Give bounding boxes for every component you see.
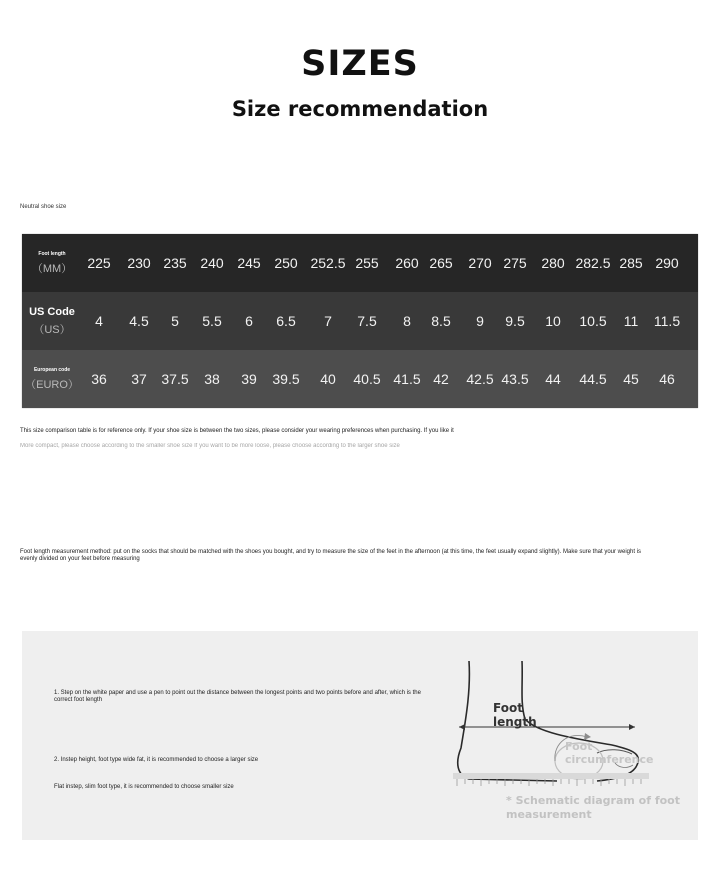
table-cell: 40.5 — [353, 371, 381, 387]
table-cell: 42 — [433, 371, 449, 387]
table-cell: 10.5 — [579, 313, 607, 329]
guide-step-3: Flat instep, slim foot type, it is recommended to choose smaller size — [54, 784, 234, 790]
row-label: US Code — [29, 305, 75, 318]
table-row-us-code — [22, 292, 698, 350]
table-cell: 6 — [245, 313, 253, 329]
table-cell: 42.5 — [466, 371, 494, 387]
table-cell: 39.5 — [272, 371, 300, 387]
table-cell: 7.5 — [357, 313, 377, 329]
size-reference-note-faded: More compact, please choose according to the smaller shoe size If you want to be more loose, please choose according to the larger shoe size — [20, 443, 400, 449]
table-row-foot-length — [22, 234, 698, 292]
table-cell: 260 — [395, 255, 419, 271]
table-cell: 285 — [619, 255, 643, 271]
row-unit: （MM） — [31, 262, 73, 275]
table-cell: 40 — [320, 371, 336, 387]
table-cell: 290 — [655, 255, 679, 271]
row-header-foot-length — [22, 234, 82, 292]
table-cell: 8.5 — [431, 313, 451, 329]
size-reference-note: This size comparison table is for reference only. If your shoe size is between the two sizes, please consider your wearing preferences when purchasing. If you like it — [20, 428, 454, 434]
table-cell: 250 — [274, 255, 298, 271]
foot-measurement-diagram — [447, 653, 692, 843]
table-cell: 5 — [171, 313, 179, 329]
table-cell: 9.5 — [505, 313, 525, 329]
table-cell: 6.5 — [276, 313, 296, 329]
table-cell: 38 — [204, 371, 220, 387]
table-cell: 9 — [476, 313, 484, 329]
table-cell: 11.5 — [653, 313, 681, 329]
table-cell: 240 — [200, 255, 224, 271]
table-cell: 255 — [355, 255, 379, 271]
table-cell: 4.5 — [129, 313, 149, 329]
table-cell: 37.5 — [161, 371, 189, 387]
table-row-european-code — [22, 350, 698, 408]
table-cell: 225 — [87, 255, 111, 271]
schematic-caption: * Schematic diagram of foot measurement — [506, 794, 680, 821]
row-label: Foot length — [38, 250, 66, 257]
size-chart-table — [22, 234, 698, 408]
page-subtitle: Size recommendation — [231, 97, 489, 121]
page-title: SIZES — [301, 44, 419, 84]
table-cell: 245 — [237, 255, 261, 271]
table-cell: 11 — [623, 313, 639, 329]
table-cell: 275 — [503, 255, 527, 271]
table-cell: 39 — [241, 371, 257, 387]
table-cell: 8 — [403, 313, 411, 329]
table-cell: 37 — [131, 371, 147, 387]
table-cell: 280 — [541, 255, 565, 271]
table-cell: 44.5 — [579, 371, 607, 387]
table-cell: 5.5 — [202, 313, 222, 329]
foot-circumference-label: Foot circumference — [565, 740, 654, 766]
row-label: European code — [33, 366, 71, 373]
measurement-guide-panel — [22, 631, 698, 840]
table-cell: 270 — [468, 255, 492, 271]
measurement-method-text: Foot length measurement method: put on the socks that should be matched with the shoes you bought, and try to measure the size of the feet in the afternoon (at this time, the feet usually expand slightly). Make sure that your weight is evenly divided on your feet before measuring — [20, 549, 642, 562]
table-caption: Neutral shoe size — [20, 204, 67, 210]
table-cell: 7 — [324, 313, 332, 329]
table-cell: 235 — [163, 255, 187, 271]
guide-step-2: 2. Instep height, foot type wide fat, it is recommended to choose a larger size — [54, 757, 259, 763]
table-cell: 10 — [545, 313, 561, 329]
table-cell: 36 — [91, 371, 107, 387]
table-cell: 45 — [623, 371, 639, 387]
row-unit: （EURO） — [25, 378, 79, 391]
table-cell: 230 — [127, 255, 151, 271]
table-cell: 4 — [95, 313, 103, 329]
table-cell: 265 — [429, 255, 453, 271]
row-header-us-code — [22, 292, 82, 350]
row-header-european-code — [22, 350, 82, 408]
foot-length-label: Foot length — [493, 701, 537, 729]
table-cell: 43.5 — [501, 371, 529, 387]
row-unit: （US） — [33, 323, 71, 336]
table-cell: 44 — [545, 371, 561, 387]
table-cell: 46 — [659, 371, 675, 387]
table-cell: 252.5 — [310, 255, 346, 271]
table-cell: 282.5 — [575, 255, 611, 271]
guide-step-1: 1. Step on the white paper and use a pen to point out the distance between the longest points and two points before and after, which is the correct foot length — [54, 690, 421, 703]
table-cell: 41.5 — [393, 371, 421, 387]
